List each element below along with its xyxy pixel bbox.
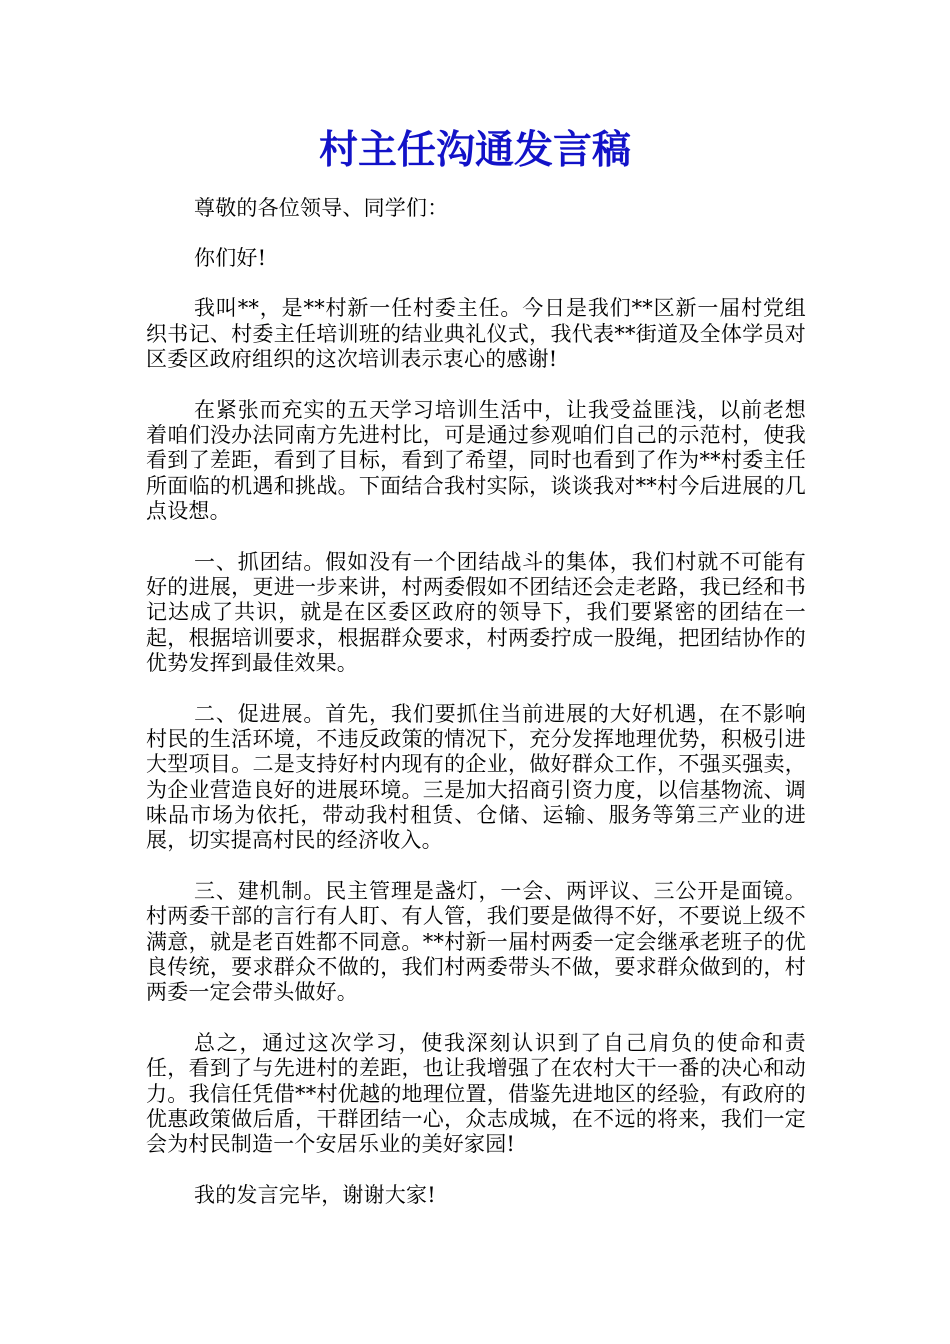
mechanism-paragraph: 三、建机制。民主管理是盏灯，一会、两评议、三公开是面镜。村两委干部的言行有人盯、有人管，我们要是做得不好，不要说上级不满意，就是老百姓都不同意。**村新一届村两委一定会继承老班子的优良传统，要求群众不做的，我们村两委带头不做，要求群众做到的，村两委一定会带头做好。 [146,879,806,1005]
unity-paragraph: 一、抓团结。假如没有一个团结战斗的集体，我们村就不可能有好的进展，更进一步来讲，村两委假如不团结还会走老路，我已经和书记达成了共识，就是在区委区政府的领导下，我们要紧密的团结在一起，根据培训要求，根据群众要求，村两委拧成一股绳，把团结协作的优势发挥到最佳效果。 [146,550,806,675]
document-title: 村主任沟通发言稿 [318,127,631,173]
reflection-paragraph: 在紧张而充实的五天学习培训生活中，让我受益匪浅，以前老想着咱们没办法同南方先进村比，可是通过参观咱们自己的示范村，使我看到了差距，看到了目标，看到了希望，同时也看到了作为**村委主任所面临的机遇和挑战。下面结合我村实际，谈谈我对**村今后进展的几点设想。 [146,398,806,523]
introduction-paragraph: 我叫**，是**村新一任村委主任。今日是我们**区新一届村党组织书记、村委主任培训班的结业典礼仪式，我代表**街道及全体学员对区委区政府组织的这次培训表示衷心的感谢! [146,296,806,371]
development-paragraph: 二、促进展。首先，我们要抓住当前进展的大好机遇，在不影响村民的生活环境，不违反政策的情况下，充分发挥地理优势，积极引进大型项目。二是支持好村内现有的企业，做好群众工作，不强买强卖，为企业营造良好的进展环境。三是加大招商引资力度，以信基物流、调味品市场为依托，带动我村租赁、仓储、运输、服务等第三产业的进展，切实提高村民的经济收入。 [146,702,806,853]
greeting-paragraph: 尊敬的各位领导、同学们： [194,196,449,220]
closing-paragraph: 我的发言完毕，谢谢大家! [194,1183,436,1208]
summary-paragraph: 总之，通过这次学习，使我深刻认识到了自己肩负的使命和责任，看到了与先进村的差距，也让我增强了在农村大干一番的决心和动力。我信任凭借**村优越的地理位置，借鉴先进地区的经验，有政府的优惠政策做后盾，干群团结一心，众志成城，在不远的将来，我们一定会为村民制造一个安居乐业的美好家园! [146,1031,806,1157]
document-body [146,196,806,1235]
hello-paragraph: 你们好! [194,246,267,271]
